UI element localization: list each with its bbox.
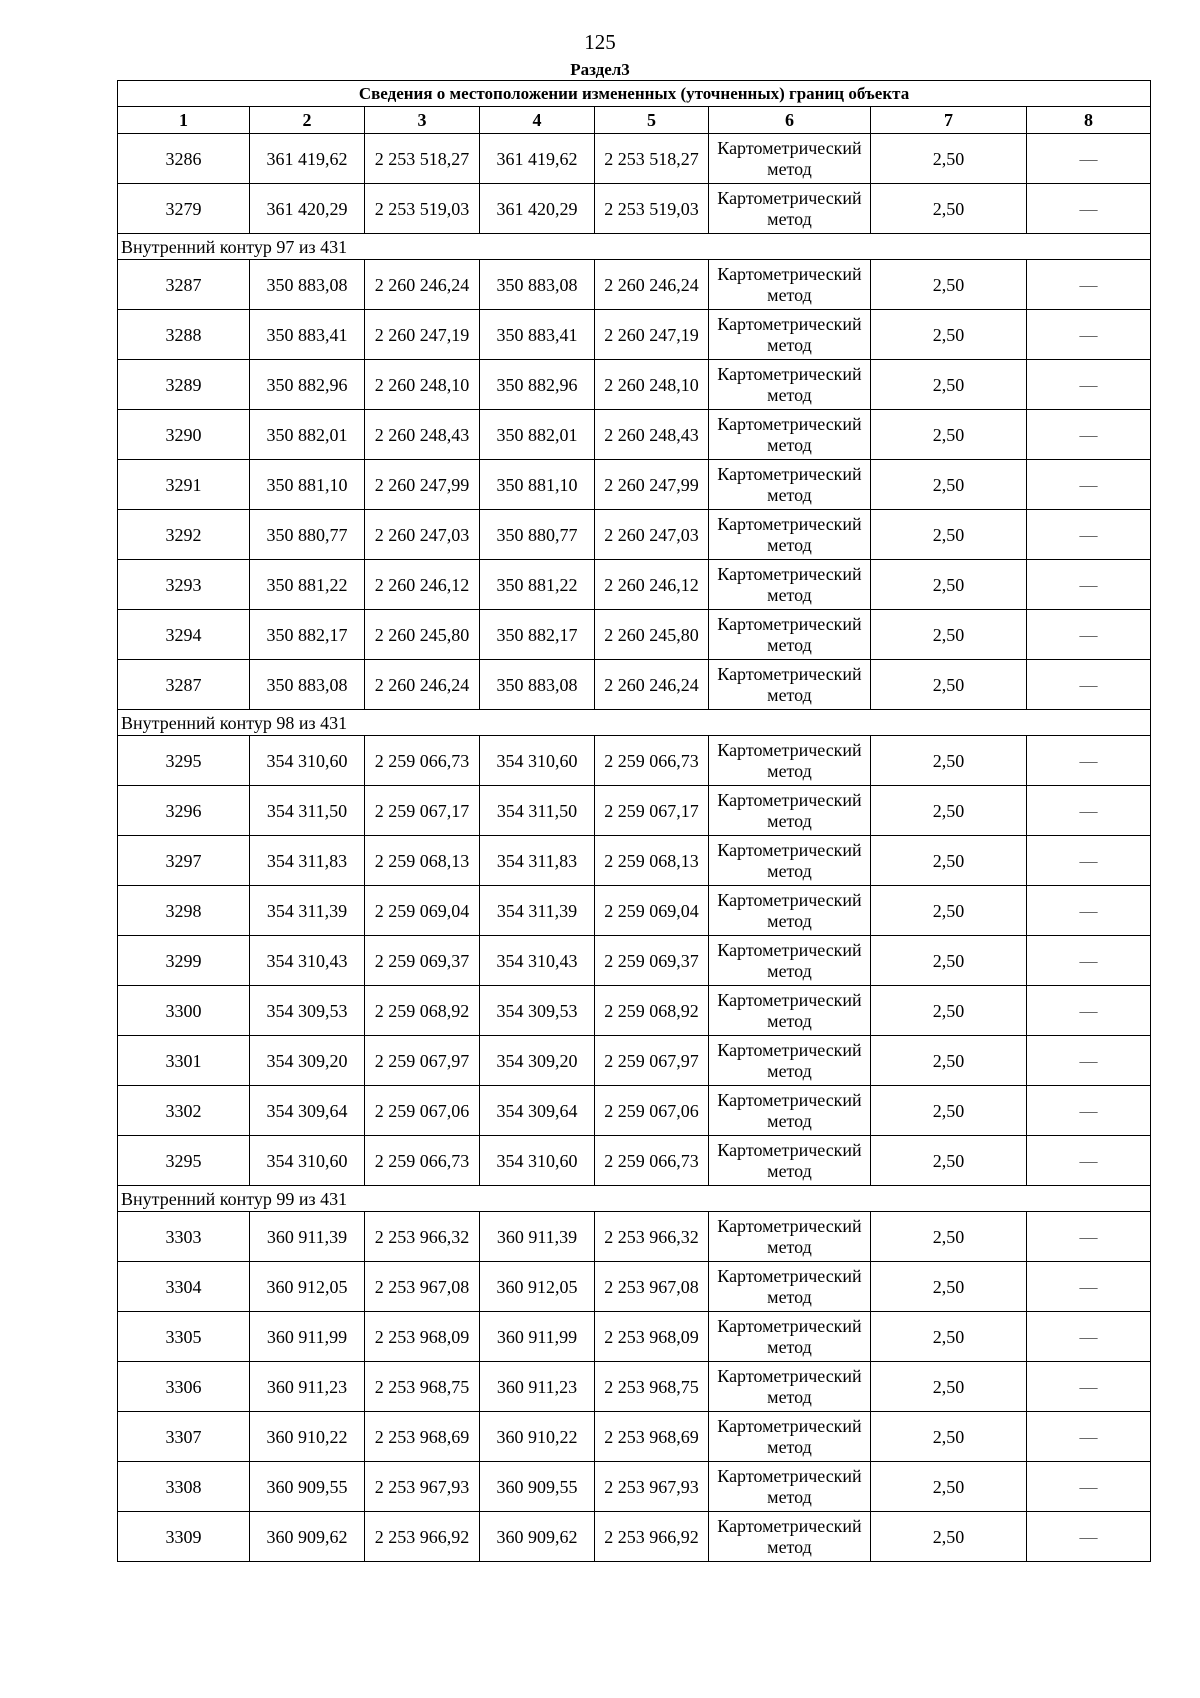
- method-cell: Картометрический метод: [709, 310, 871, 360]
- method-cell: Картометрический метод: [709, 1212, 871, 1262]
- y-old-cell: 2 259 069,04: [365, 886, 480, 936]
- accuracy-cell: 2,50: [871, 1312, 1027, 1362]
- y-old-cell: 2 259 068,13: [365, 836, 480, 886]
- accuracy-cell: 2,50: [871, 1086, 1027, 1136]
- x-old-cell: 354 311,39: [250, 886, 365, 936]
- y-new-cell: 2 259 066,73: [595, 736, 709, 786]
- y-old-cell: 2 259 068,92: [365, 986, 480, 1036]
- y-new-cell: 2 259 068,13: [595, 836, 709, 886]
- page-number: 125: [584, 30, 616, 54]
- x-old-cell: 360 912,05: [250, 1262, 365, 1312]
- column-number: 7: [871, 107, 1027, 134]
- method-cell: Картометрический метод: [709, 1362, 871, 1412]
- x-new-cell: 360 912,05: [480, 1262, 595, 1312]
- description-cell: —: [1027, 1086, 1151, 1136]
- x-old-cell: 350 882,17: [250, 610, 365, 660]
- point-number-cell: 3307: [118, 1412, 250, 1462]
- accuracy-cell: 2,50: [871, 1462, 1027, 1512]
- y-new-cell: 2 260 246,24: [595, 660, 709, 710]
- table-title-row: [118, 81, 1151, 107]
- method-cell: Картометрический метод: [709, 1136, 871, 1186]
- column-number-row: [118, 107, 1151, 134]
- x-old-cell: 350 883,08: [250, 660, 365, 710]
- column-number: 3: [365, 107, 480, 134]
- point-number-cell: 3304: [118, 1262, 250, 1312]
- method-cell: Картометрический метод: [709, 936, 871, 986]
- y-old-cell: 2 260 247,19: [365, 310, 480, 360]
- x-old-cell: 350 881,10: [250, 460, 365, 510]
- y-new-cell: 2 260 245,80: [595, 610, 709, 660]
- description-cell: —: [1027, 936, 1151, 986]
- accuracy-cell: 2,50: [871, 610, 1027, 660]
- accuracy-cell: 2,50: [871, 260, 1027, 310]
- accuracy-cell: 2,50: [871, 1412, 1027, 1462]
- method-cell: Картометрический метод: [709, 360, 871, 410]
- accuracy-cell: 2,50: [871, 1036, 1027, 1086]
- description-cell: —: [1027, 510, 1151, 560]
- column-number: 6: [709, 107, 871, 134]
- y-old-cell: 2 260 245,80: [365, 610, 480, 660]
- point-number-cell: 3293: [118, 560, 250, 610]
- x-old-cell: 360 909,55: [250, 1462, 365, 1512]
- accuracy-cell: 2,50: [871, 410, 1027, 460]
- x-new-cell: 360 910,22: [480, 1412, 595, 1462]
- x-new-cell: 354 309,64: [480, 1086, 595, 1136]
- accuracy-cell: 2,50: [871, 1512, 1027, 1562]
- description-cell: —: [1027, 660, 1151, 710]
- column-number: 5: [595, 107, 709, 134]
- description-cell: —: [1027, 1262, 1151, 1312]
- table-row: [118, 1312, 1151, 1362]
- x-new-cell: 354 311,83: [480, 836, 595, 886]
- y-new-cell: 2 253 968,69: [595, 1412, 709, 1462]
- method-cell: Картометрический метод: [709, 134, 871, 184]
- table-title: Сведения о местоположении измененных (уточненных) границ объекта: [118, 81, 1151, 107]
- method-cell: Картометрический метод: [709, 510, 871, 560]
- y-new-cell: 2 260 248,10: [595, 360, 709, 410]
- y-old-cell: 2 259 066,73: [365, 1136, 480, 1186]
- description-cell: —: [1027, 610, 1151, 660]
- y-new-cell: 2 253 967,93: [595, 1462, 709, 1512]
- point-number-cell: 3294: [118, 610, 250, 660]
- column-number: 1: [118, 107, 250, 134]
- point-number-cell: 3287: [118, 260, 250, 310]
- x-old-cell: 350 883,08: [250, 260, 365, 310]
- x-old-cell: 354 311,50: [250, 786, 365, 836]
- table-row: [118, 736, 1151, 786]
- y-new-cell: 2 260 247,03: [595, 510, 709, 560]
- description-cell: —: [1027, 1312, 1151, 1362]
- x-new-cell: 360 909,62: [480, 1512, 595, 1562]
- accuracy-cell: 2,50: [871, 184, 1027, 234]
- x-new-cell: 361 420,29: [480, 184, 595, 234]
- point-number-cell: 3298: [118, 886, 250, 936]
- y-new-cell: 2 260 246,24: [595, 260, 709, 310]
- accuracy-cell: 2,50: [871, 510, 1027, 560]
- accuracy-cell: 2,50: [871, 1212, 1027, 1262]
- table-row: [118, 360, 1151, 410]
- table-row: [118, 260, 1151, 310]
- contour-label: Внутренний контур 97 из 431: [118, 234, 1151, 260]
- y-old-cell: 2 259 067,17: [365, 786, 480, 836]
- description-cell: —: [1027, 1136, 1151, 1186]
- x-old-cell: 354 311,83: [250, 836, 365, 886]
- y-old-cell: 2 253 968,75: [365, 1362, 480, 1412]
- method-cell: Картометрический метод: [709, 886, 871, 936]
- point-number-cell: 3287: [118, 660, 250, 710]
- x-old-cell: 354 310,43: [250, 936, 365, 986]
- x-new-cell: 350 882,96: [480, 360, 595, 410]
- accuracy-cell: 2,50: [871, 310, 1027, 360]
- table-row: [118, 886, 1151, 936]
- contour-header-row: [118, 234, 1151, 260]
- description-cell: —: [1027, 1412, 1151, 1462]
- x-new-cell: 350 882,17: [480, 610, 595, 660]
- x-old-cell: 360 910,22: [250, 1412, 365, 1462]
- accuracy-cell: 2,50: [871, 886, 1027, 936]
- accuracy-cell: 2,50: [871, 736, 1027, 786]
- table-row: [118, 510, 1151, 560]
- table-row: [118, 310, 1151, 360]
- table-row: [118, 1362, 1151, 1412]
- table-row: [118, 1512, 1151, 1562]
- y-new-cell: 2 253 968,75: [595, 1362, 709, 1412]
- x-new-cell: 361 419,62: [480, 134, 595, 184]
- x-old-cell: 360 911,23: [250, 1362, 365, 1412]
- point-number-cell: 3309: [118, 1512, 250, 1562]
- point-number-cell: 3308: [118, 1462, 250, 1512]
- x-old-cell: 360 911,39: [250, 1212, 365, 1262]
- method-cell: Картометрический метод: [709, 410, 871, 460]
- x-old-cell: 360 909,62: [250, 1512, 365, 1562]
- table-row: [118, 1086, 1151, 1136]
- x-old-cell: 350 881,22: [250, 560, 365, 610]
- x-old-cell: 354 309,53: [250, 986, 365, 1036]
- y-new-cell: 2 260 247,99: [595, 460, 709, 510]
- x-old-cell: 350 880,77: [250, 510, 365, 560]
- y-new-cell: 2 260 248,43: [595, 410, 709, 460]
- y-old-cell: 2 253 519,03: [365, 184, 480, 234]
- table-row: [118, 836, 1151, 886]
- method-cell: Картометрический метод: [709, 1462, 871, 1512]
- x-new-cell: 354 311,50: [480, 786, 595, 836]
- y-new-cell: 2 259 066,73: [595, 1136, 709, 1186]
- table-row: [118, 936, 1151, 986]
- column-number: 8: [1027, 107, 1151, 134]
- y-new-cell: 2 260 246,12: [595, 560, 709, 610]
- x-new-cell: 354 309,53: [480, 986, 595, 1036]
- description-cell: —: [1027, 310, 1151, 360]
- column-number: 4: [480, 107, 595, 134]
- description-cell: —: [1027, 736, 1151, 786]
- point-number-cell: 3299: [118, 936, 250, 986]
- method-cell: Картометрический метод: [709, 1312, 871, 1362]
- description-cell: —: [1027, 1512, 1151, 1562]
- description-cell: —: [1027, 836, 1151, 886]
- x-new-cell: 350 883,08: [480, 660, 595, 710]
- description-cell: —: [1027, 134, 1151, 184]
- point-number-cell: 3289: [118, 360, 250, 410]
- point-number-cell: 3302: [118, 1086, 250, 1136]
- x-old-cell: 354 309,20: [250, 1036, 365, 1086]
- accuracy-cell: 2,50: [871, 936, 1027, 986]
- method-cell: Картометрический метод: [709, 1512, 871, 1562]
- x-old-cell: 354 310,60: [250, 736, 365, 786]
- point-number-cell: 3286: [118, 134, 250, 184]
- accuracy-cell: 2,50: [871, 660, 1027, 710]
- table-row: [118, 610, 1151, 660]
- description-cell: —: [1027, 1362, 1151, 1412]
- accuracy-cell: 2,50: [871, 134, 1027, 184]
- table-row: [118, 660, 1151, 710]
- point-number-cell: 3295: [118, 1136, 250, 1186]
- table-row: [118, 560, 1151, 610]
- method-cell: Картометрический метод: [709, 1412, 871, 1462]
- method-cell: Картометрический метод: [709, 610, 871, 660]
- x-new-cell: 354 310,43: [480, 936, 595, 986]
- accuracy-cell: 2,50: [871, 560, 1027, 610]
- y-old-cell: 2 253 966,32: [365, 1212, 480, 1262]
- y-old-cell: 2 260 246,24: [365, 660, 480, 710]
- x-old-cell: 350 883,41: [250, 310, 365, 360]
- x-old-cell: 354 309,64: [250, 1086, 365, 1136]
- method-cell: Картометрический метод: [709, 460, 871, 510]
- description-cell: —: [1027, 786, 1151, 836]
- y-old-cell: 2 259 066,73: [365, 736, 480, 786]
- table-row: [118, 1036, 1151, 1086]
- y-new-cell: 2 253 968,09: [595, 1312, 709, 1362]
- contour-header-row: [118, 710, 1151, 736]
- accuracy-cell: 2,50: [871, 836, 1027, 886]
- description-cell: —: [1027, 1036, 1151, 1086]
- accuracy-cell: 2,50: [871, 1136, 1027, 1186]
- x-new-cell: 354 310,60: [480, 1136, 595, 1186]
- y-old-cell: 2 253 968,69: [365, 1412, 480, 1462]
- method-cell: Картометрический метод: [709, 736, 871, 786]
- method-cell: Картометрический метод: [709, 1262, 871, 1312]
- description-cell: —: [1027, 1212, 1151, 1262]
- description-cell: —: [1027, 410, 1151, 460]
- point-number-cell: 3296: [118, 786, 250, 836]
- method-cell: Картометрический метод: [709, 986, 871, 1036]
- method-cell: Картометрический метод: [709, 786, 871, 836]
- point-number-cell: 3291: [118, 460, 250, 510]
- point-number-cell: 3303: [118, 1212, 250, 1262]
- description-cell: —: [1027, 184, 1151, 234]
- x-old-cell: 361 419,62: [250, 134, 365, 184]
- point-number-cell: 3305: [118, 1312, 250, 1362]
- x-old-cell: 354 310,60: [250, 1136, 365, 1186]
- y-old-cell: 2 260 246,24: [365, 260, 480, 310]
- x-new-cell: 354 309,20: [480, 1036, 595, 1086]
- x-old-cell: 361 420,29: [250, 184, 365, 234]
- point-number-cell: 3301: [118, 1036, 250, 1086]
- method-cell: Картометрический метод: [709, 1086, 871, 1136]
- y-new-cell: 2 259 068,92: [595, 986, 709, 1036]
- table-row: [118, 1262, 1151, 1312]
- point-number-cell: 3295: [118, 736, 250, 786]
- table-row: [118, 1462, 1151, 1512]
- description-cell: —: [1027, 460, 1151, 510]
- point-number-cell: 3292: [118, 510, 250, 560]
- point-number-cell: 3300: [118, 986, 250, 1036]
- x-new-cell: 360 911,99: [480, 1312, 595, 1362]
- x-old-cell: 360 911,99: [250, 1312, 365, 1362]
- contour-label: Внутренний контур 98 из 431: [118, 710, 1151, 736]
- y-new-cell: 2 253 966,92: [595, 1512, 709, 1562]
- x-new-cell: 354 311,39: [480, 886, 595, 936]
- y-old-cell: 2 253 967,08: [365, 1262, 480, 1312]
- table-row: [118, 460, 1151, 510]
- x-new-cell: 350 881,22: [480, 560, 595, 610]
- point-number-cell: 3290: [118, 410, 250, 460]
- point-number-cell: 3306: [118, 1362, 250, 1412]
- y-old-cell: 2 260 247,03: [365, 510, 480, 560]
- y-new-cell: 2 253 966,32: [595, 1212, 709, 1262]
- accuracy-cell: 2,50: [871, 1362, 1027, 1412]
- x-new-cell: 360 911,39: [480, 1212, 595, 1262]
- method-cell: Картометрический метод: [709, 836, 871, 886]
- y-old-cell: 2 253 966,92: [365, 1512, 480, 1562]
- point-number-cell: 3279: [118, 184, 250, 234]
- method-cell: Картометрический метод: [709, 660, 871, 710]
- x-new-cell: 354 310,60: [480, 736, 595, 786]
- table-row: [118, 134, 1151, 184]
- y-old-cell: 2 253 968,09: [365, 1312, 480, 1362]
- method-cell: Картометрический метод: [709, 560, 871, 610]
- table-row: [118, 786, 1151, 836]
- table-row: [118, 410, 1151, 460]
- x-old-cell: 350 882,01: [250, 410, 365, 460]
- y-old-cell: 2 259 067,97: [365, 1036, 480, 1086]
- x-new-cell: 360 909,55: [480, 1462, 595, 1512]
- contour-header-row: [118, 1186, 1151, 1212]
- description-cell: —: [1027, 886, 1151, 936]
- x-new-cell: 350 883,08: [480, 260, 595, 310]
- y-new-cell: 2 253 518,27: [595, 134, 709, 184]
- table-row: [118, 184, 1151, 234]
- y-old-cell: 2 260 248,43: [365, 410, 480, 460]
- y-old-cell: 2 260 247,99: [365, 460, 480, 510]
- accuracy-cell: 2,50: [871, 986, 1027, 1036]
- table-row: [118, 986, 1151, 1036]
- x-old-cell: 350 882,96: [250, 360, 365, 410]
- y-old-cell: 2 253 518,27: [365, 134, 480, 184]
- x-new-cell: 350 882,01: [480, 410, 595, 460]
- y-new-cell: 2 260 247,19: [595, 310, 709, 360]
- x-new-cell: 350 881,10: [480, 460, 595, 510]
- y-old-cell: 2 259 069,37: [365, 936, 480, 986]
- y-new-cell: 2 259 067,97: [595, 1036, 709, 1086]
- table-row: [118, 1412, 1151, 1462]
- y-new-cell: 2 259 069,04: [595, 886, 709, 936]
- column-number: 2: [250, 107, 365, 134]
- point-number-cell: 3297: [118, 836, 250, 886]
- x-new-cell: 360 911,23: [480, 1362, 595, 1412]
- method-cell: Картометрический метод: [709, 184, 871, 234]
- coordinates-table: [117, 80, 1151, 1562]
- point-number-cell: 3288: [118, 310, 250, 360]
- contour-label: Внутренний контур 99 из 431: [118, 1186, 1151, 1212]
- description-cell: —: [1027, 560, 1151, 610]
- y-old-cell: 2 253 967,93: [365, 1462, 480, 1512]
- description-cell: —: [1027, 1462, 1151, 1512]
- description-cell: —: [1027, 360, 1151, 410]
- y-new-cell: 2 259 067,17: [595, 786, 709, 836]
- y-new-cell: 2 259 067,06: [595, 1086, 709, 1136]
- accuracy-cell: 2,50: [871, 360, 1027, 410]
- x-new-cell: 350 883,41: [480, 310, 595, 360]
- accuracy-cell: 2,50: [871, 460, 1027, 510]
- y-old-cell: 2 260 246,12: [365, 560, 480, 610]
- y-old-cell: 2 260 248,10: [365, 360, 480, 410]
- y-old-cell: 2 259 067,06: [365, 1086, 480, 1136]
- x-new-cell: 350 880,77: [480, 510, 595, 560]
- description-cell: —: [1027, 986, 1151, 1036]
- table-row: [118, 1136, 1151, 1186]
- accuracy-cell: 2,50: [871, 1262, 1027, 1312]
- y-new-cell: 2 253 519,03: [595, 184, 709, 234]
- y-new-cell: 2 259 069,37: [595, 936, 709, 986]
- method-cell: Картометрический метод: [709, 260, 871, 310]
- section-label: Раздел3: [570, 60, 630, 79]
- description-cell: —: [1027, 260, 1151, 310]
- method-cell: Картометрический метод: [709, 1036, 871, 1086]
- table-row: [118, 1212, 1151, 1262]
- y-new-cell: 2 253 967,08: [595, 1262, 709, 1312]
- accuracy-cell: 2,50: [871, 786, 1027, 836]
